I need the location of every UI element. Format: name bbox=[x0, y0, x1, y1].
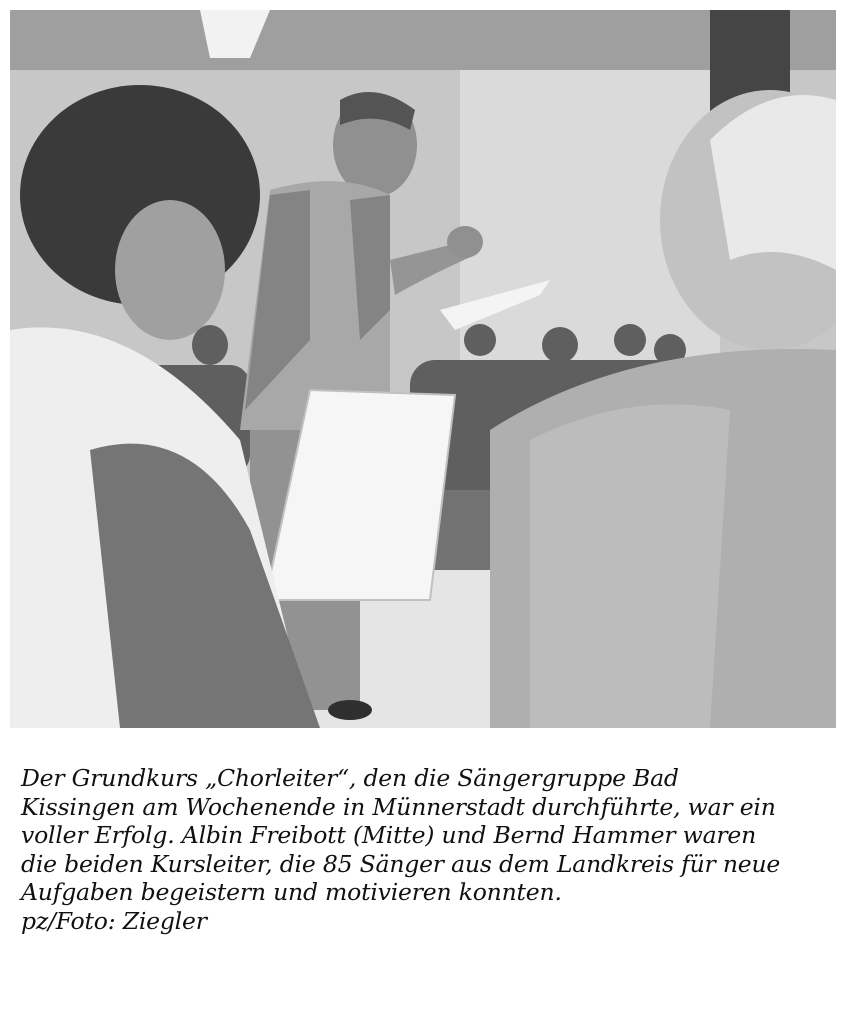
news-photo bbox=[10, 10, 836, 728]
caption-line-2: Kissingen am Wochenende in Münnerstadt durchführte, war ein bbox=[21, 792, 776, 821]
choir-rehearsal-photo bbox=[10, 10, 836, 728]
caption-line-3: voller Erfolg. Albin Freibott (Mitte) und Bernd Hammer waren bbox=[21, 821, 757, 850]
photo-caption bbox=[21, 764, 827, 936]
caption-line-5: Aufgaben begeistern und motivieren konnten. bbox=[21, 878, 562, 907]
caption-line-4: die beiden Kursleiter, die 85 Sänger aus dem Landkreis für neue bbox=[21, 849, 781, 878]
photo-credit: pz/Foto: Ziegler bbox=[21, 906, 207, 935]
caption-line-1: Der Grundkurs „Chorleiter“, den die Sängergruppe Bad bbox=[21, 764, 679, 792]
